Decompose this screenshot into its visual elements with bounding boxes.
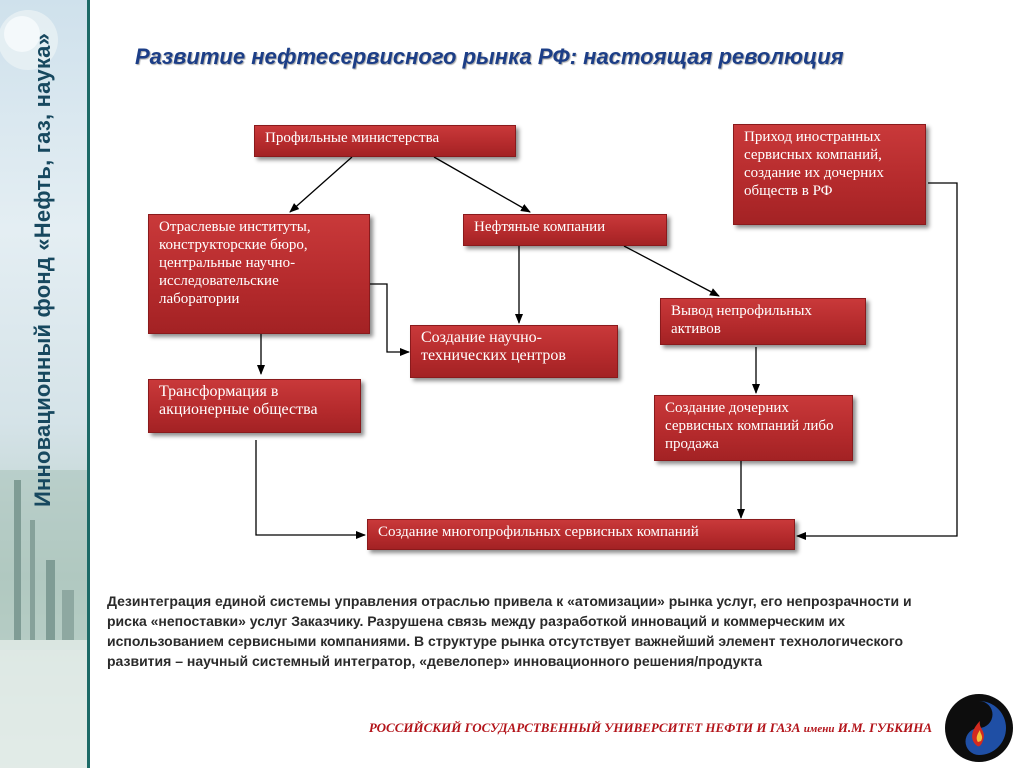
- box-ministries: Профильные министерства: [254, 125, 516, 157]
- sidebar-vertical-title: Инновационный фонд «Нефть, газ, наука»: [30, 32, 55, 508]
- description-paragraph: Дезинтеграция единой системы управления отраслью привела к «атомизации» рынка услуг, его непрозрачности и риска «непоставки» услуг Заказчику. Разрушена связь между разработкой инноваций и коммерческим их использованием сервисными компаниями. В структуре рынка отсутствует важнейший элемент технологического развития – научный системный интегратор, «девелопер» инновационного решения/продукта: [107, 593, 912, 669]
- arrow-oil-to-divest: [624, 246, 719, 296]
- university-logo-icon: [944, 693, 1014, 763]
- footer-main: РОССИЙСКИЙ ГОСУДАРСТВЕННЫЙ УНИВЕРСИТЕТ НЕФТИ И ГАЗА: [368, 720, 804, 735]
- box-foreign-companies: Приход иностранных сервисных компаний, создание их дочерних обществ в РФ: [733, 124, 926, 225]
- arrow-institutes-to-sci-centers: [370, 284, 409, 352]
- box-oil-companies: Нефтяные компании: [463, 214, 667, 246]
- footer-imeni: имени: [803, 723, 835, 735]
- box-institutes: Отраслевые институты, конструкторские бюро, центральные научно-исследовательские лаборатории: [148, 214, 370, 334]
- box-multiprofile: Создание многопрофильных сервисных компаний: [367, 519, 795, 550]
- arrow-transform-to-multiprofile: [256, 440, 365, 535]
- footer-end: И.М. ГУБКИНА: [834, 720, 932, 735]
- arrow-ministries-to-institutes: [290, 157, 352, 212]
- footer-university-name: [369, 720, 932, 736]
- slide-title: Развитие нефтесервисного рынка РФ: настоящая революция: [135, 44, 844, 69]
- box-transform: Трансформация в акционерные общества: [148, 379, 361, 433]
- box-subsidiaries: Создание дочерних сервисных компаний либо продажа: [654, 395, 853, 461]
- arrow-foreign-to-multiprofile: [797, 183, 957, 536]
- box-sci-centers: Создание научно-технических центров: [410, 325, 618, 378]
- box-divest: Вывод непрофильных активов: [660, 298, 866, 345]
- arrow-ministries-to-oil-companies: [434, 157, 530, 212]
